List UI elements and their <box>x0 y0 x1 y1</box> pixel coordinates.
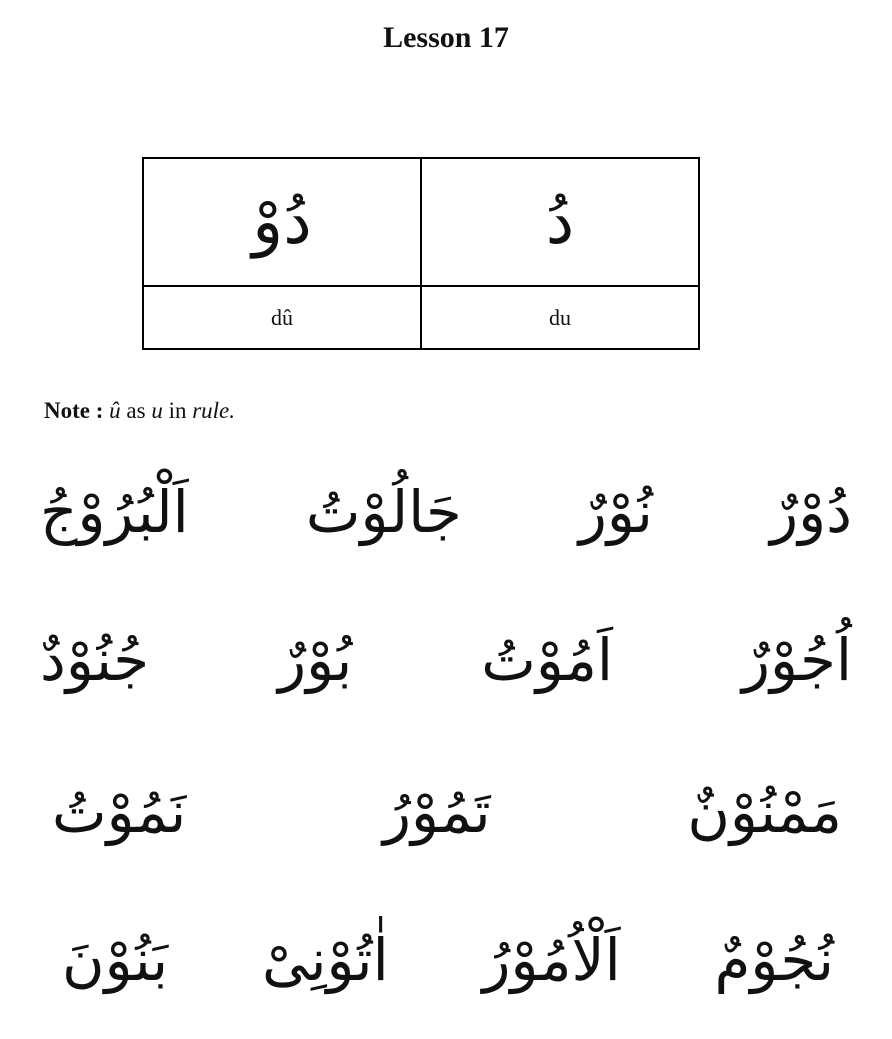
pronunciation-note <box>44 396 235 426</box>
word: اَلْبُرُوْجُ <box>40 478 189 546</box>
translit-du: du <box>421 286 699 349</box>
word: نَمُوْتُ <box>52 778 187 846</box>
letter-du-long: دُوْ <box>252 185 312 259</box>
lesson-title: Lesson 17 <box>383 21 509 54</box>
note-label: Note : <box>44 398 104 423</box>
word-row-3 <box>52 752 842 872</box>
note-as: as <box>126 398 146 423</box>
letter-table <box>142 157 700 350</box>
word: اَمُوْتُ <box>481 626 614 694</box>
word: جُنُوْدٌ <box>40 626 150 694</box>
word: بُوْرٌ <box>278 626 353 694</box>
word: اٰتُوْنِىْ <box>261 926 389 994</box>
word: دُوْرٌ <box>770 478 852 546</box>
letter-table-translit-row <box>143 286 699 349</box>
word: نُجُوْمٌ <box>714 926 834 994</box>
word-row-4 <box>62 900 834 1020</box>
note-symbol: û <box>109 398 121 423</box>
word: تَمُوْرُ <box>382 778 491 846</box>
word-row-1 <box>40 452 852 572</box>
note-example: rule. <box>192 398 236 423</box>
letter-cell-du <box>421 158 699 286</box>
word-row-2 <box>40 600 852 720</box>
letter-table-arabic-row <box>143 158 699 286</box>
word: جَالُوْتُ <box>305 478 462 546</box>
translit-du-long: dû <box>143 286 421 349</box>
word: مَمْنُوْنٌ <box>687 778 842 846</box>
word: اَلْاُمُوْرُ <box>482 926 621 994</box>
word: اُجُوْرٌ <box>742 626 852 694</box>
word: نُوْرٌ <box>578 478 653 546</box>
note-sound: u <box>151 398 163 423</box>
letter-du: دُ <box>545 185 575 259</box>
note-in: in <box>168 398 187 423</box>
letter-cell-du-long <box>143 158 421 286</box>
word: بَنُوْنَ <box>62 926 169 994</box>
